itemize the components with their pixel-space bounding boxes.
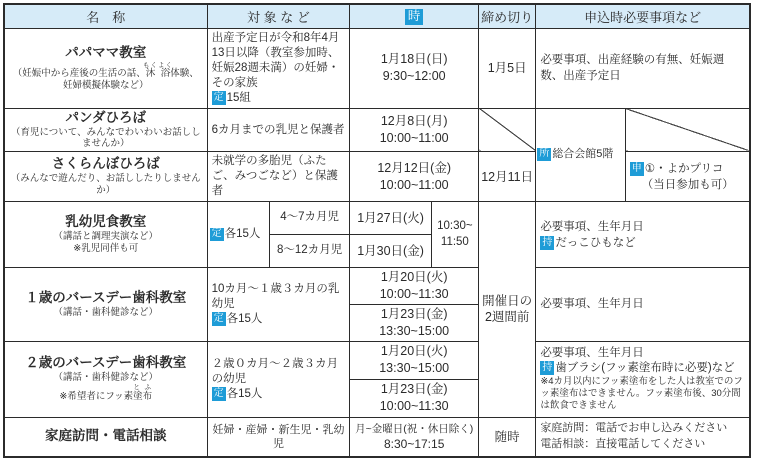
furigana-mokuyoku: 沐浴もくよく [143,61,174,79]
target-cell: 出産予定日が令和8年4月13日以降（教室参加時、妊娠28週未満）の妊婦・その家族 定 15組 [207,29,350,109]
deadline-cell: 1月5日 [479,29,536,109]
empty-diagonal-cell [625,108,750,152]
apply-cell: 申 ①・よかプリコ （当日参加も可） [625,152,750,202]
empty-diagonal-cell [479,108,536,152]
place-cell: 所 総合会館5階 [536,108,625,201]
session-cell: 1月20日(火) 13:30~15:00 [350,341,479,379]
requirements-cell: 必要事項、生年月日 持 だっこひもなど [536,202,750,268]
furigana-tofu: 塗布と ふ [133,384,153,403]
header-name: 名 称 [4,4,207,29]
time-cell: 10:30~ 11:50 [431,202,478,268]
name-cell: 乳幼児食教室 （講話と調理実演など） ※乳児同伴も可 [4,202,207,268]
deadline-cell: 随時 [479,417,536,457]
target-cell: 妊婦・産婦・新生児・乳幼児 [207,417,350,457]
target-cell: 6カ月までの乳児と保護者 [207,108,350,152]
date-cell: 1月27日(火) [350,202,431,235]
time-cell: 12月8日(月) 10:00~11:00 [350,108,479,152]
header-time [350,4,479,29]
session-cell: 1月23日(金) 13:30~15:00 [350,304,479,341]
capacity-tag: 定 [213,312,224,324]
age-group-cell: 4～7カ月児 [269,202,349,235]
requirements-cell: 必要事項、出産経験の有無、妊娠週数、出産予定日 [536,29,750,109]
bring-tag: 持 [542,236,553,248]
header-requirements: 申込時必要事項など [536,4,750,29]
deadline-cell: 12月11日 [479,152,536,202]
class-schedule-table [3,3,751,458]
bring-tag: 持 [542,361,553,373]
row-birthday2-1 [4,341,750,379]
session-cell: 1月20日(火) 10:00~11:30 [350,268,479,305]
time-cell: 1月18日(日) 9:30~12:00 [350,29,479,109]
requirements-cell: 家庭訪問：電話でお申し込みください 電話相談：直接電話してください [536,417,750,457]
date-cell: 1月30日(金) [350,235,431,268]
requirements-cell: 必要事項、生年月日 持 歯ブラシ(フッ素塗布時に必要)など ※4カ月以内にフッ素塗布をした人は教室でのフッ素塗布はできません。フッ素塗布後、30分間は飲食できません [536,341,750,417]
name-cell: パパママ教室 （妊娠中から産後の生活の話、沐浴もくよく体験、 妊婦模擬体験など） [4,29,207,109]
name-cell: 家庭訪問・電話相談 [4,417,207,457]
target-cell: 未就学の多胎児（ふたご、みつごなど）と保護者 [207,152,350,202]
header-target: 対 象 な ど [207,4,350,29]
capacity-tag: 定 [213,91,224,103]
requirements-cell: 必要事項、生年月日 [536,268,750,342]
capacity-cell: 定 各15人 [207,202,269,268]
row-nyuyojishoku-1 [4,202,750,235]
deadline-merged-cell: 開催日の 2週間前 [479,202,536,418]
session-cell: 1月23日(金) 10:00~11:30 [350,379,479,417]
capacity-tag: 定 [211,228,222,240]
time-cell: 月~金曜日(祝・休日除く) 8:30~17:15 [350,417,479,457]
name-cell: ２歳のバースデー歯科教室 （講話・歯科健診など） ※希望者にフッ素塗布と ふ [4,341,207,417]
header-row [4,4,750,29]
time-badge: 時 [405,9,424,25]
row-sakuranbo [4,152,750,202]
apply-tag: 申 [631,162,642,174]
header-deadline: 締め切り [479,4,536,29]
row-birthday1-1 [4,268,750,305]
time-cell: 12月12日(金) 10:00~11:00 [350,152,479,202]
capacity-tag: 定 [213,387,224,399]
age-group-cell: 8～12カ月児 [269,235,349,268]
name-cell: パンダひろば （育児について、みんなでわいわいお話ししませんか） [4,108,207,152]
name-cell: １歳のバースデー歯科教室 （講話・歯科健診など） [4,268,207,342]
row-panda [4,108,750,152]
name-cell: さくらんぼひろば （みんなで遊んだり、お話ししたりしませんか） [4,152,207,202]
row-papamama [4,29,750,109]
row-kateihomon [4,417,750,457]
target-cell: 10カ月～１歳３カ月の乳幼児 定 各15人 [207,268,350,342]
place-tag: 所 [539,148,550,160]
target-cell: ２歳０カ月～２歳３カ月の幼児 定 各15人 [207,341,350,417]
